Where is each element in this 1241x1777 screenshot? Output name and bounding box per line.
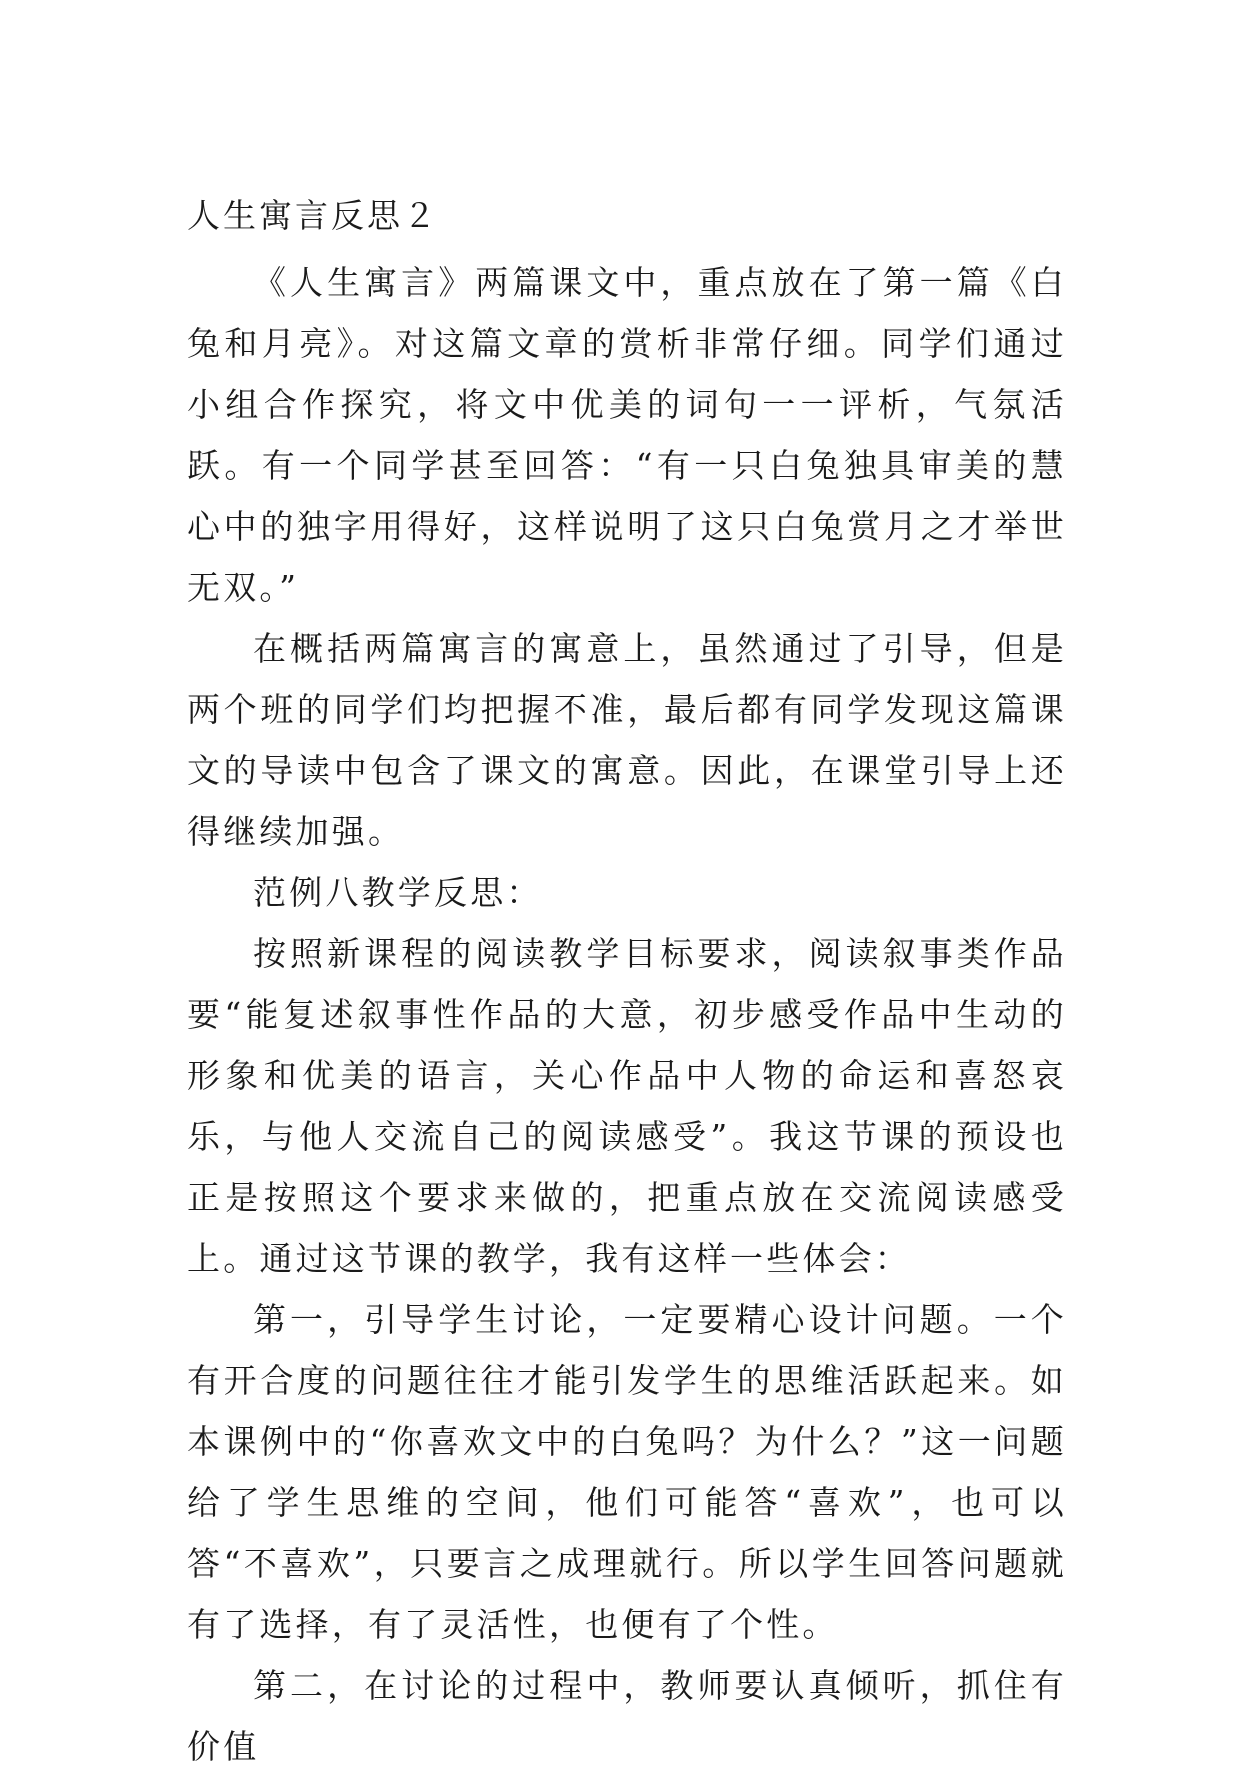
- paragraph-4: 按照新课程的阅读教学目标要求，阅读叙事类作品要“能复述叙事性作品的大意，初步感受作品中生动的形象和优美的语言，关心作品中人物的命运和喜怒哀乐，与他人交流自己的阅读感受”。我这节课的预设也正是按照这个要求来做的，把重点放在交流阅读感受上。通过这节课的教学，我有这样一些体会：: [187, 934, 1067, 1278]
- document-page: [187, 190, 1067, 1777]
- paragraph-3: 范例八教学反思：: [253, 873, 543, 912]
- document-title: 人生寓言反思２: [187, 196, 439, 235]
- paragraph-1: 《人生寓言》两篇课文中，重点放在了第一篇《白兔和月亮》。对这篇文章的赏析非常仔细。同学们通过小组合作探究，将文中优美的词句一一评析，气氛活跃。有一个同学甚至回答：“有一只白兔独具审美的慧心中的独字用得好，这样说明了这只白兔赏月之才举世无双。”: [187, 263, 1067, 607]
- paragraph-6: 第二，在讨论的过程中，教师要认真倾听，抓住有价值: [187, 1666, 1067, 1766]
- paragraph-5: 第一，引导学生讨论，一定要精心设计问题。一个有开合度的问题往往才能引发学生的思维活跃起来。如本课例中的“你喜欢文中的白兔吗？为什么？”这一问题给了学生思维的空间，他们可能答“喜欢”，也可以答“不喜欢”，只要言之成理就行。所以学生回答问题就有了选择，有了灵活性，也便有了个性。: [187, 1300, 1067, 1644]
- paragraph-2: 在概括两篇寓言的寓意上，虽然通过了引导，但是两个班的同学们均把握不准，最后都有同学发现这篇课文的导读中包含了课文的寓意。因此，在课堂引导上还得继续加强。: [187, 629, 1067, 851]
